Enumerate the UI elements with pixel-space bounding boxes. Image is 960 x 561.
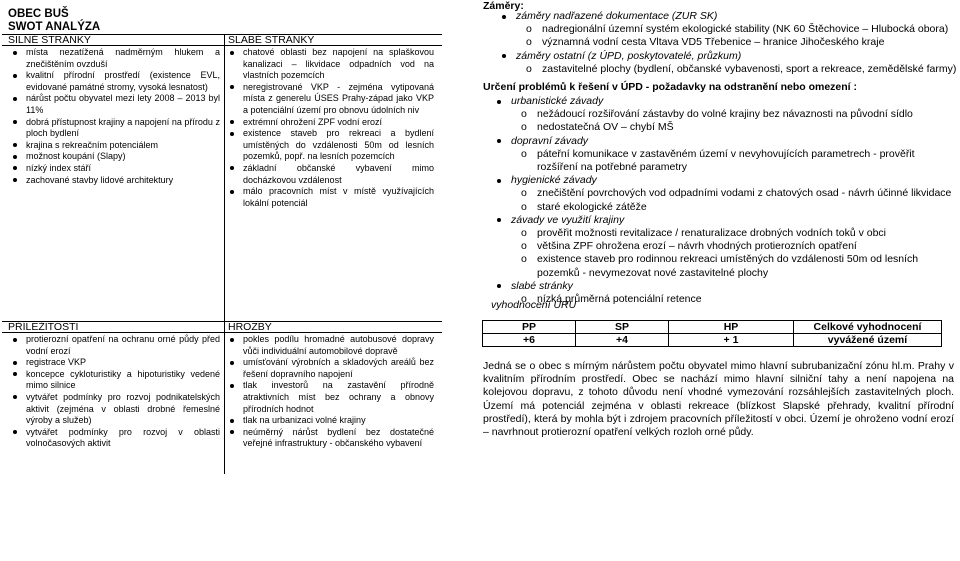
- list-item: o významná vodní cesta Vltava VD5 Třebenice – hranice Jihočeského kraje: [488, 36, 958, 49]
- list-item: místa nezatížená nadměrným hlukem a znečištěním ovzduší: [9, 47, 220, 70]
- problem-group-transport: dopravní závady: [483, 135, 958, 148]
- table-header-cell: SP: [576, 321, 669, 334]
- list-item: o nedostatečná OV – chybí MŠ: [483, 121, 958, 134]
- opportunities-list: [9, 334, 220, 450]
- list-item: o znečištění povrchových vod odpadními vodami z chatových osad - návrh účinné likvidace: [483, 187, 958, 200]
- problems-heading: Určení problémů k řešení v ÚPD - požadavky na odstranění nebo omezení :: [483, 81, 858, 93]
- list-item: vytvářet podmínky pro rozvoj v oblasti volnočasových aktivit: [9, 427, 220, 450]
- list-item: o páteřní komunikace v zastavěném území v nevyhovujících parametrech - prověřit rozšíření na potřebné parametry: [483, 148, 958, 174]
- swot-center-divider: [224, 34, 225, 474]
- table-row: [483, 334, 942, 347]
- balance-label: vyhodnocení URU: [491, 299, 577, 311]
- list-item: existence staveb pro rekreaci a bydlení umístěných do vzdálenosti 50m od lesních pozemků, popř. na lesních pozemcích: [226, 128, 434, 163]
- list-item: základní občanské vybavení mimo docházkovou vzdálenost: [226, 163, 434, 186]
- list-item: krajina s rekreačním potenciálem: [9, 140, 220, 152]
- problems-list: [483, 95, 958, 306]
- problem-group-landscape: závady ve využití krajiny: [483, 214, 958, 227]
- plans-higher-label: záměry nadřazené dokumentace (ZUR SK): [488, 10, 958, 23]
- list-item: koncepce cykloturistiky a hipoturistiky vedené mimo silnice: [9, 369, 220, 392]
- list-item: umísťování výrobních a skladových areálů bez řešení dopravního napojení: [226, 357, 434, 380]
- list-item: protierozní opatření na ochranu orné půdy před vodní erozí: [9, 334, 220, 357]
- list-item: zachované stavby lidové architektury: [9, 175, 220, 187]
- plans-list: [488, 10, 958, 76]
- list-item: nárůst počtu obyvatel mezi lety 2008 – 2013 byl 11%: [9, 93, 220, 116]
- list-item: o prověřit možnosti revitalizace / renaturalizace drobných vodních toků v obci: [483, 227, 958, 240]
- list-item: neregistrované VKP - zejména vytipovaná místa z generelu ÚSES Prahy-západ jako VKP a potenciální území pro obnovu údolních niv: [226, 82, 434, 117]
- list-item: tlak na urbanizaci volné krajiny: [226, 415, 434, 427]
- table-cell: +4: [576, 334, 669, 347]
- plans-other-label: záměry ostatní (z ÚPD, poskytovatelé, průzkum): [488, 50, 958, 63]
- document-title: OBEC BUŠ: [8, 8, 69, 20]
- table-cell: +6: [483, 334, 576, 347]
- threats-list: [226, 334, 434, 450]
- list-item: o existence staveb pro rodinnou rekreaci umístěných do vzdálenosti 50m od lesních pozemků - nevymezovat nové zastavitelné plochy: [483, 253, 958, 279]
- list-item: o staré ekologické zátěže: [483, 201, 958, 214]
- list-item: chatové oblasti bez napojení na splaškovou kanalizaci – likvidace odpadních vod na vlastních pozemcích: [226, 47, 434, 82]
- table-header-cell: Celkové vyhodnocení: [794, 321, 942, 334]
- weaknesses-heading: SLABÉ STRÁNKY: [228, 34, 315, 46]
- table-header-cell: HP: [669, 321, 794, 334]
- summary-paragraph: Jedná se o obec s mírným nárůstem počtu obyvatel mimo hlavní subrubanizační zónu hl.m. Prahy v kvalitním přírodním prostředí. Obec se nachází mimo hlavní silniční tahy a není napojena na kolejovou dopravu, z tohoto důvodu není vhodné vymezování rozsáhlejších zastavitelných ploch. Území má potenciál zejména v oblasti rekreace (blízkost Slapské přehrady, kvalitní přírodní prostředí), která by mohla být i zdrojem pracovních příležitostí v obci. Území je ohroženo vodní erozí – navrhnout protierozní opatření velkých rozloh orné půdy.: [483, 360, 954, 439]
- opportunities-heading: PŘÍLEŽITOSTI: [8, 321, 79, 333]
- document-subtitle: SWOT ANALÝZA: [8, 21, 101, 33]
- list-item: pokles podílu hromadné autobusové dopravy vůči individuální automobilové dopravě: [226, 334, 434, 357]
- list-item: kvalitní přírodní prostředí (existence EVL, evidované památné stromy, vysoká lesnatost): [9, 70, 220, 93]
- plans-heading: Záměry:: [483, 0, 524, 12]
- table-cell: + 1: [669, 334, 794, 347]
- list-item: dobrá přístupnost krajiny a napojení na přírodu z ploch bydlení: [9, 117, 220, 140]
- problem-group-weak: slabé stránky: [483, 280, 958, 293]
- list-item: o nežádoucí rozšiřování zástavby do volné krajiny bez návaznosti na původní sídlo: [483, 108, 958, 121]
- list-item: málo pracovních míst v místě využívajících lokální potenciál: [226, 186, 434, 209]
- table-cell: vyvážené území: [794, 334, 942, 347]
- table-header-cell: PP: [483, 321, 576, 334]
- list-item: vytvářet podmínky pro rozvoj podnikatelských aktivit (zejména v oblasti drobné řemeslné výroby a služeb): [9, 392, 220, 427]
- weaknesses-list: [226, 47, 434, 209]
- list-item: o nadregionální územní systém ekologické stability (NK 60 Štěchovice – Hlubocká obora): [488, 23, 958, 36]
- table-row: [483, 321, 942, 334]
- list-item: registrace VKP: [9, 357, 220, 369]
- list-item: o většina ZPF ohrožena erozí – návrh vhodných protierozních opatření: [483, 240, 958, 253]
- list-item: tlak investorů na zastavění přírodně atraktivních míst bez ochrany a obnovy přírodních hodnot: [226, 380, 434, 415]
- problem-group-hygiene: hygienické závady: [483, 174, 958, 187]
- threats-heading: HROZBY: [228, 321, 272, 333]
- balance-table: [482, 320, 942, 347]
- list-item: možnost koupání (Slapy): [9, 151, 220, 163]
- list-item: o zastavitelné plochy (bydlení, občanské vybavenosti, sport a rekreace, zemědělské farmy): [488, 63, 958, 76]
- strengths-list: [9, 47, 220, 186]
- strengths-heading: SILNÉ STRÁNKY: [8, 34, 91, 46]
- problem-group-urban: urbanistické závady: [483, 95, 958, 108]
- list-item: o nízká průměrná potenciální retence: [483, 293, 958, 306]
- list-item: neúměrný nárůst bydlení bez dostatečné veřejné infrastruktury - občanského vybavení: [226, 427, 434, 450]
- list-item: extrémní ohrožení ZPF vodní erozí: [226, 117, 434, 129]
- list-item: nízký index stáří: [9, 163, 220, 175]
